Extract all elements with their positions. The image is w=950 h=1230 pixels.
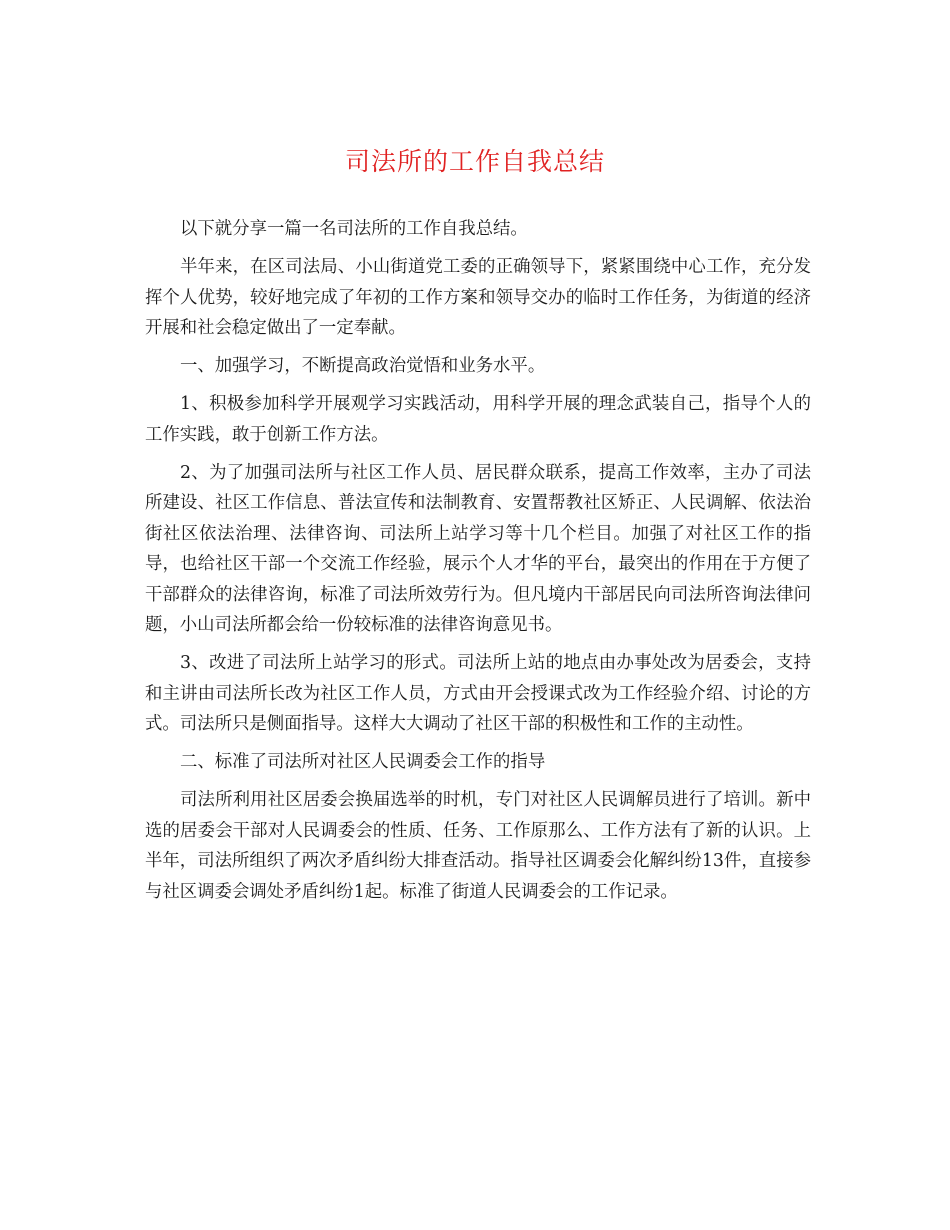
paragraph-item-1: 1、积极参加科学开展观学习实践活动，用科学开展的理念武装自己，指导个人的工作实践，敢于创新工作方法。 xyxy=(145,394,811,445)
section-heading-1: 一、加强学习，不断提高政治觉悟和业务水平。 xyxy=(180,356,546,376)
document-title: 司法所的工作自我总结 xyxy=(344,147,605,176)
paragraph-summary: 半年来，在区司法局、小山街道党工委的正确领导下，紧紧围绕中心工作，充分发挥个人优势，较好地完成了年初的工作方案和领导交办的临时工作任务，为街道的经济开展和社会稳定做出了一定奉献。 xyxy=(145,257,811,338)
section-heading-2: 二、标准了司法所对社区人民调委会工作的指导 xyxy=(180,752,546,772)
paragraph-item-2: 2、为了加强司法所与社区工作人员、居民群众联系，提高工作效率，主办了司法所建设、社区工作信息、普法宣传和法制教育、安置帮教社区矫正、人民调解、依法治街社区依法治理、法律咨询、司法所上站学习等十几个栏目。加强了对社区工作的指导，也给社区干部一个交流工作经验，展示个人才华的平台，最突出的作用在于方便了干部群众的法律咨询，标准了司法所效劳行为。但凡境内干部居民向司法所咨询法律问题，小山司法所都会给一份较标准的法律咨询意见书。 xyxy=(145,462,811,635)
paragraph-section-2: 司法所利用社区居委会换届选举的时机，专门对社区人民调解员进行了培训。新中选的居委会干部对人民调委会的性质、任务、工作原那么、工作方法有了新的认识。上半年，司法所组织了两次矛盾纠纷大排查活动。指导社区调委会化解纠纷13件，直接参与社区调委会调处矛盾纠纷1起。标准了街道人民调委会的工作记录。 xyxy=(145,790,811,902)
paragraph-item-3: 3、改进了司法所上站学习的形式。司法所上站的地点由办事处改为居委会，支持和主讲由司法所长改为社区工作人员，方式由开会授课式改为工作经验介绍、讨论的方式。司法所只是侧面指导。这样大大调动了社区干部的积极性和工作的主动性。 xyxy=(145,653,811,734)
paragraph-intro: 以下就分享一篇一名司法所的工作自我总结。 xyxy=(180,219,528,239)
document-body xyxy=(145,214,811,915)
